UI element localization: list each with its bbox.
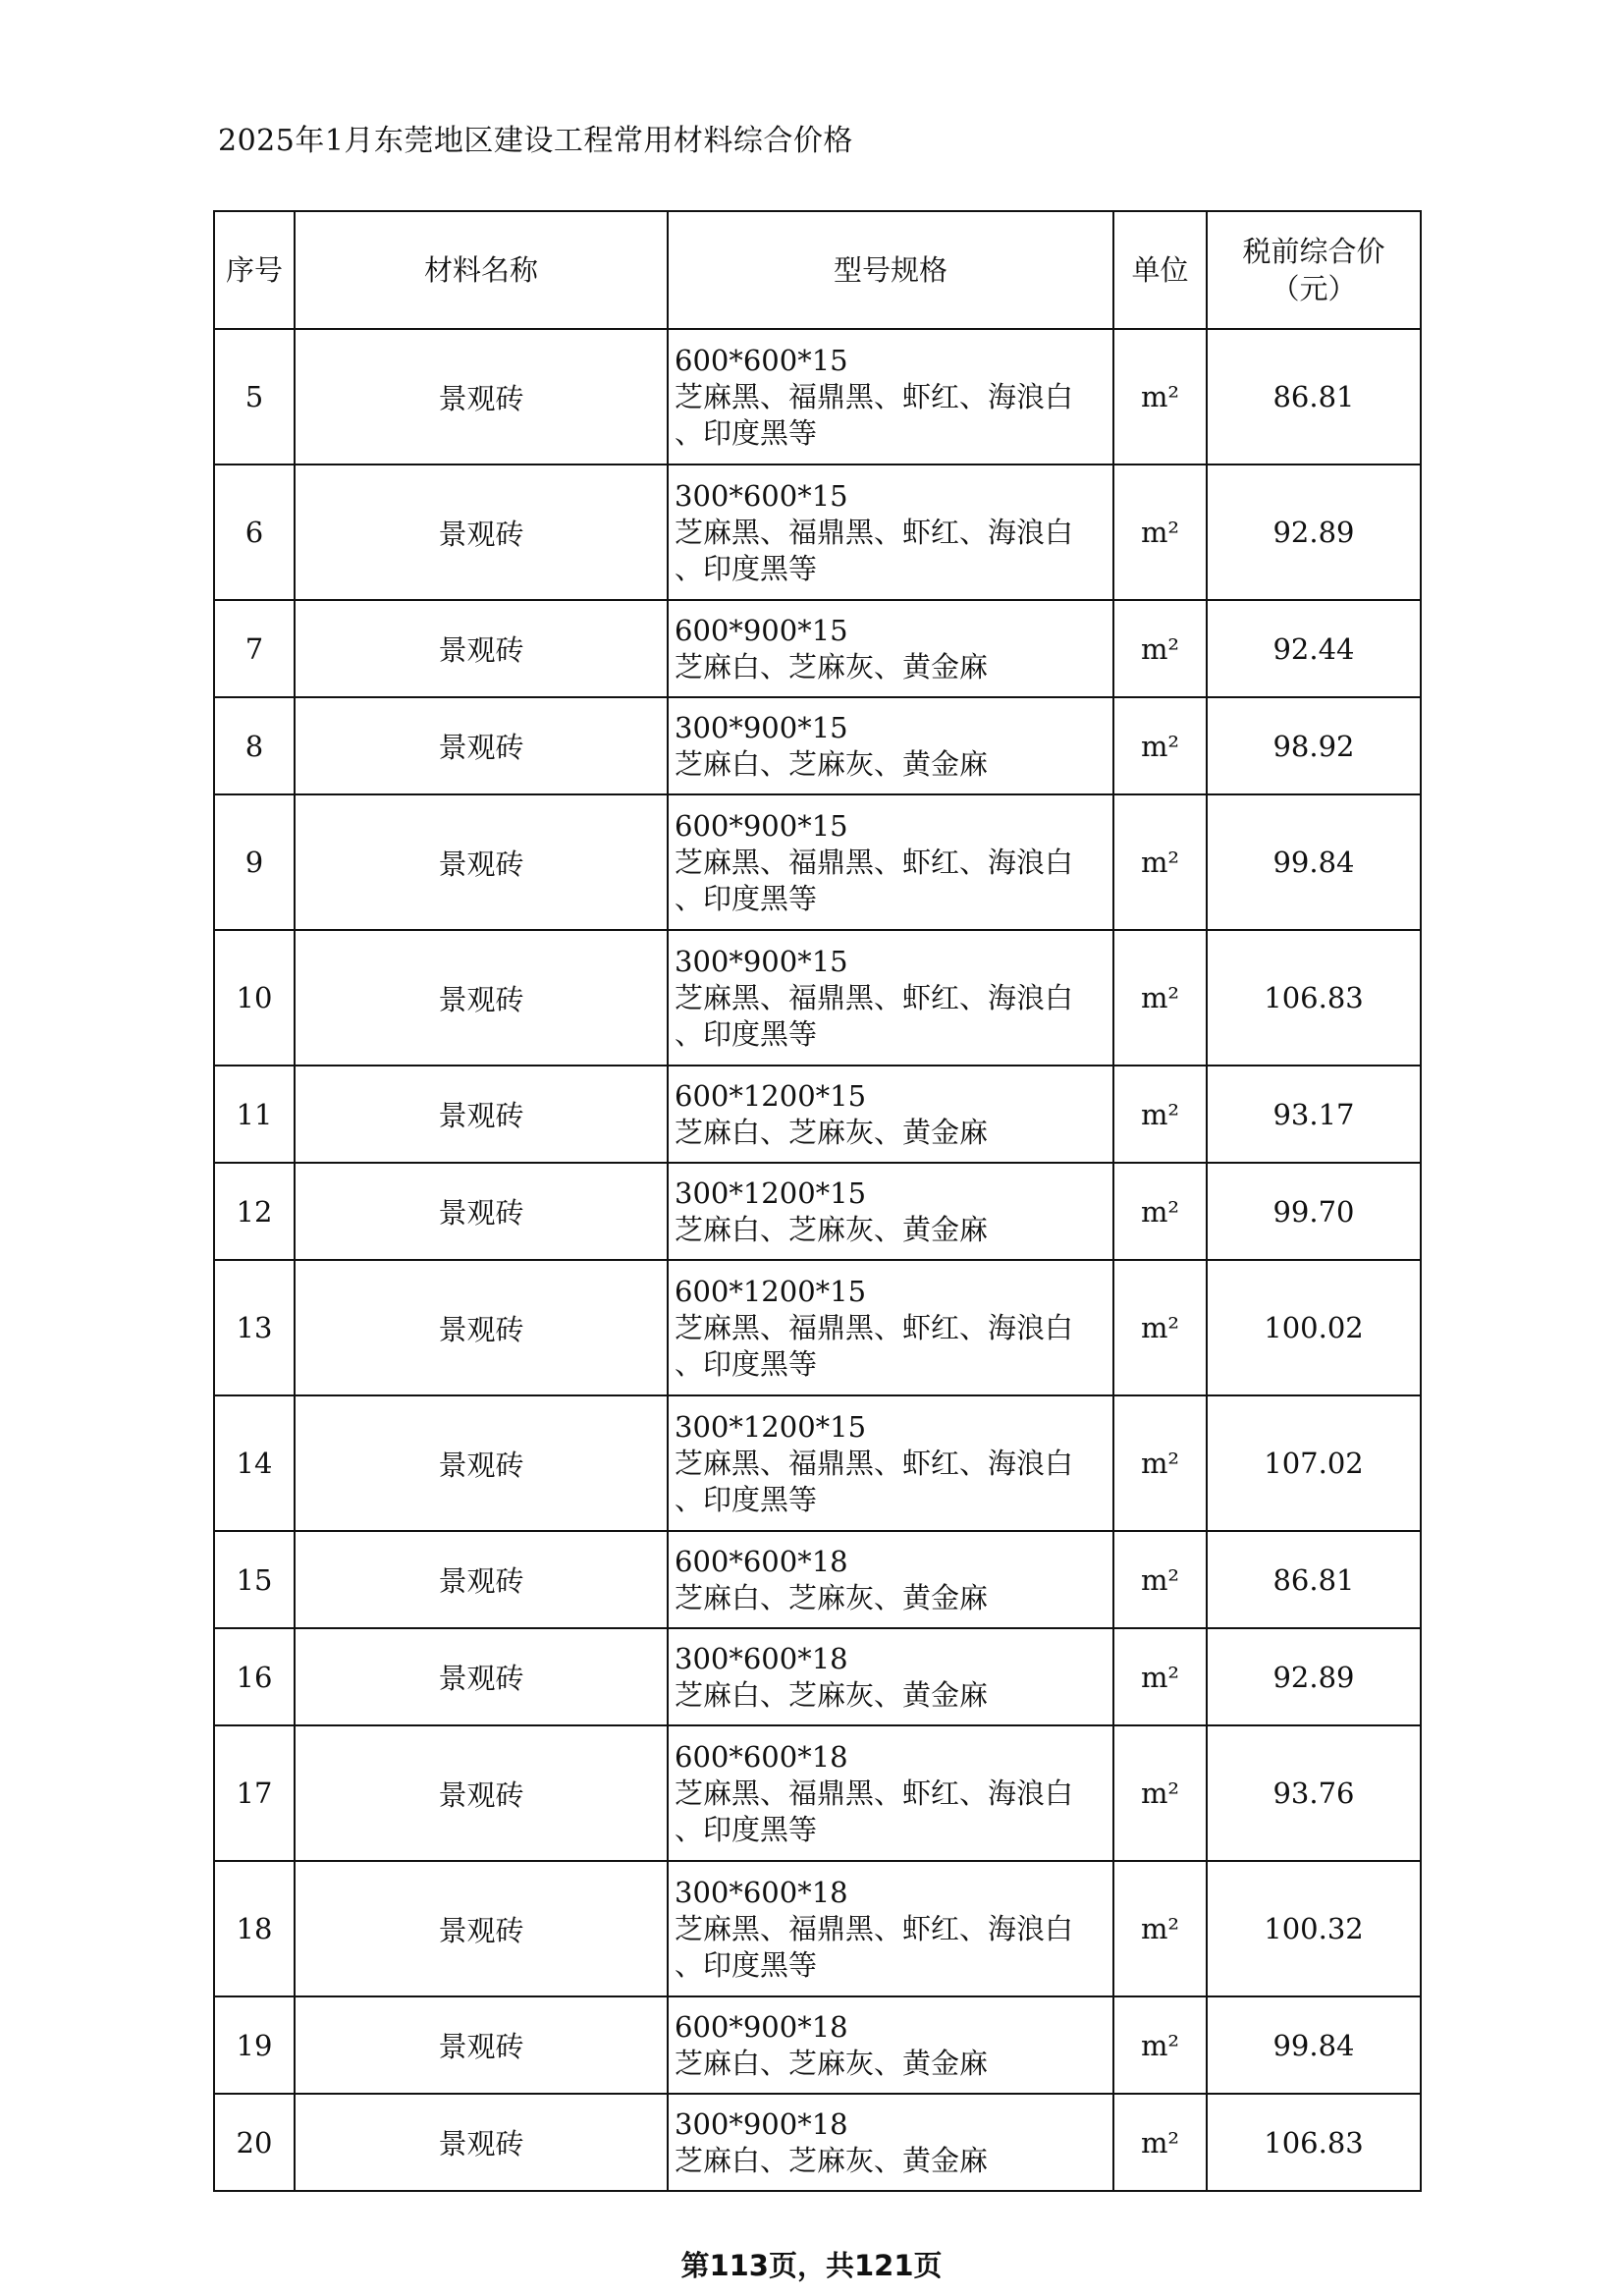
spec-line: 300*900*18 (675, 2106, 848, 2141)
spec-cell (668, 1628, 1113, 1725)
header-price-line2: （元） (1271, 272, 1357, 305)
price-cell: 93.76 (1207, 1725, 1421, 1861)
spec-line: 300*600*18 (675, 1641, 848, 1675)
unit-cell: m² (1113, 465, 1207, 600)
spec-line: 600*1200*15 (675, 1274, 867, 1308)
price-cell: 92.44 (1207, 600, 1421, 697)
material-name: 景观砖 (295, 329, 668, 465)
row-index: 15 (214, 1531, 295, 1628)
material-name: 景观砖 (295, 930, 668, 1066)
spec-line: 芝麻黑、福鼎黑、虾红、海浪白 (675, 379, 1074, 413)
spec-cell (668, 1861, 1113, 1996)
spec-line: 600*1200*15 (675, 1078, 867, 1113)
spec-cell (668, 1163, 1113, 1260)
table-row (214, 1395, 1421, 1531)
material-name: 景观砖 (295, 1628, 668, 1725)
row-index: 9 (214, 794, 295, 930)
spec-line: 300*1200*15 (675, 1409, 867, 1444)
spec-cell (668, 794, 1113, 930)
spec-line: 300*600*15 (675, 478, 848, 513)
material-name: 景观砖 (295, 600, 668, 697)
material-name: 景观砖 (295, 1725, 668, 1861)
material-name: 景观砖 (295, 1861, 668, 1996)
material-name: 景观砖 (295, 465, 668, 600)
spec-line: 芝麻黑、福鼎黑、虾红、海浪白 (675, 1911, 1074, 1945)
spec-cell (668, 329, 1113, 465)
spec-line: 芝麻黑、福鼎黑、虾红、海浪白 (675, 515, 1074, 549)
material-name: 景观砖 (295, 2094, 668, 2191)
price-cell: 92.89 (1207, 465, 1421, 600)
table-header-row (214, 211, 1421, 329)
material-name: 景观砖 (295, 1531, 668, 1628)
spec-cell (668, 697, 1113, 794)
row-index: 20 (214, 2094, 295, 2191)
spec-line: 芝麻白、芝麻灰、黄金麻 (675, 2046, 989, 2080)
table-row (214, 1861, 1421, 1996)
unit-cell: m² (1113, 600, 1207, 697)
unit-cell: m² (1113, 1066, 1207, 1163)
price-cell: 93.17 (1207, 1066, 1421, 1163)
header-price (1207, 211, 1421, 329)
page-footer: 第113页，共121页 (680, 2249, 943, 2282)
table-row (214, 329, 1421, 465)
spec-line: 、印度黑等 (675, 1016, 818, 1051)
unit-cell: m² (1113, 930, 1207, 1066)
spec-line: 芝麻白、芝麻灰、黄金麻 (675, 746, 989, 781)
price-cell: 86.81 (1207, 329, 1421, 465)
spec-cell (668, 1066, 1113, 1163)
price-cell: 107.02 (1207, 1395, 1421, 1531)
table-row (214, 1163, 1421, 1260)
table-body (214, 329, 1421, 2191)
price-cell: 106.83 (1207, 930, 1421, 1066)
row-index: 8 (214, 697, 295, 794)
document-title: 2025年1月东莞地区建设工程常用材料综合价格 (218, 124, 853, 158)
spec-line: 芝麻黑、福鼎黑、虾红、海浪白 (675, 845, 1074, 879)
table-row (214, 1725, 1421, 1861)
spec-line: 、印度黑等 (675, 1812, 818, 1846)
unit-cell: m² (1113, 1531, 1207, 1628)
price-cell: 99.70 (1207, 1163, 1421, 1260)
row-index: 19 (214, 1996, 295, 2094)
spec-line: 600*600*18 (675, 1739, 848, 1774)
header-name: 材料名称 (295, 211, 668, 329)
spec-line: 芝麻黑、福鼎黑、虾红、海浪白 (675, 980, 1074, 1014)
row-index: 11 (214, 1066, 295, 1163)
price-table (213, 210, 1422, 2192)
material-name: 景观砖 (295, 697, 668, 794)
spec-cell (668, 1395, 1113, 1531)
spec-line: 芝麻白、芝麻灰、黄金麻 (675, 649, 989, 683)
spec-line: 芝麻白、芝麻灰、黄金麻 (675, 2143, 989, 2177)
spec-line: 芝麻黑、福鼎黑、虾红、海浪白 (675, 1446, 1074, 1480)
spec-cell (668, 1260, 1113, 1395)
spec-line: 600*600*15 (675, 343, 848, 377)
spec-line: 、印度黑等 (675, 1947, 818, 1982)
unit-cell: m² (1113, 1163, 1207, 1260)
material-name: 景观砖 (295, 1260, 668, 1395)
unit-cell: m² (1113, 1996, 1207, 2094)
spec-line: 300*900*15 (675, 944, 848, 978)
price-cell: 106.83 (1207, 2094, 1421, 2191)
spec-line: 、印度黑等 (675, 881, 818, 915)
material-name: 景观砖 (295, 1066, 668, 1163)
spec-cell (668, 465, 1113, 600)
spec-line: 、印度黑等 (675, 1346, 818, 1381)
table-row (214, 600, 1421, 697)
table-row (214, 1531, 1421, 1628)
material-name: 景观砖 (295, 1996, 668, 2094)
spec-line: 600*900*15 (675, 613, 848, 647)
row-index: 17 (214, 1725, 295, 1861)
table-row (214, 1996, 1421, 2094)
spec-line: 600*600*18 (675, 1544, 848, 1578)
material-name: 景观砖 (295, 1395, 668, 1531)
unit-cell: m² (1113, 794, 1207, 930)
spec-cell (668, 2094, 1113, 2191)
spec-line: 芝麻白、芝麻灰、黄金麻 (675, 1212, 989, 1246)
price-cell: 100.32 (1207, 1861, 1421, 1996)
price-cell: 92.89 (1207, 1628, 1421, 1725)
unit-cell: m² (1113, 1861, 1207, 1996)
spec-line: 、印度黑等 (675, 415, 818, 450)
table-row (214, 697, 1421, 794)
row-index: 10 (214, 930, 295, 1066)
spec-line: 600*900*18 (675, 2009, 848, 2044)
header-unit: 单位 (1113, 211, 1207, 329)
spec-line: 芝麻白、芝麻灰、黄金麻 (675, 1115, 989, 1149)
spec-cell (668, 1725, 1113, 1861)
spec-line: 芝麻白、芝麻灰、黄金麻 (675, 1677, 989, 1712)
material-name: 景观砖 (295, 1163, 668, 1260)
unit-cell: m² (1113, 329, 1207, 465)
table-row (214, 1260, 1421, 1395)
table-row (214, 2094, 1421, 2191)
spec-cell (668, 1996, 1113, 2094)
row-index: 16 (214, 1628, 295, 1725)
row-index: 12 (214, 1163, 295, 1260)
spec-line: 芝麻黑、福鼎黑、虾红、海浪白 (675, 1310, 1074, 1344)
spec-line: 芝麻黑、福鼎黑、虾红、海浪白 (675, 1776, 1074, 1810)
spec-cell (668, 600, 1113, 697)
spec-line: 300*600*18 (675, 1875, 848, 1909)
spec-line: 600*900*15 (675, 808, 848, 843)
price-cell: 86.81 (1207, 1531, 1421, 1628)
price-cell: 99.84 (1207, 1996, 1421, 2094)
unit-cell: m² (1113, 1260, 1207, 1395)
row-index: 7 (214, 600, 295, 697)
material-name: 景观砖 (295, 794, 668, 930)
unit-cell: m² (1113, 1725, 1207, 1861)
row-index: 6 (214, 465, 295, 600)
spec-cell (668, 1531, 1113, 1628)
unit-cell: m² (1113, 1395, 1207, 1531)
price-cell: 99.84 (1207, 794, 1421, 930)
row-index: 14 (214, 1395, 295, 1531)
price-cell: 100.02 (1207, 1260, 1421, 1395)
header-index: 序号 (214, 211, 295, 329)
table-row (214, 465, 1421, 600)
spec-line: 芝麻白、芝麻灰、黄金麻 (675, 1580, 989, 1614)
spec-line: 300*1200*15 (675, 1175, 867, 1210)
table-row (214, 794, 1421, 930)
spec-line: 、印度黑等 (675, 1482, 818, 1516)
table-row (214, 1066, 1421, 1163)
spec-cell (668, 930, 1113, 1066)
unit-cell: m² (1113, 1628, 1207, 1725)
unit-cell: m² (1113, 697, 1207, 794)
unit-cell: m² (1113, 2094, 1207, 2191)
table-row (214, 930, 1421, 1066)
spec-line: 、印度黑等 (675, 551, 818, 585)
spec-line: 300*900*15 (675, 710, 848, 744)
row-index: 5 (214, 329, 295, 465)
row-index: 13 (214, 1260, 295, 1395)
row-index: 18 (214, 1861, 295, 1996)
table-row (214, 1628, 1421, 1725)
price-cell: 98.92 (1207, 697, 1421, 794)
header-spec: 型号规格 (668, 211, 1113, 329)
header-price-line1: 税前综合价 (1242, 235, 1385, 268)
